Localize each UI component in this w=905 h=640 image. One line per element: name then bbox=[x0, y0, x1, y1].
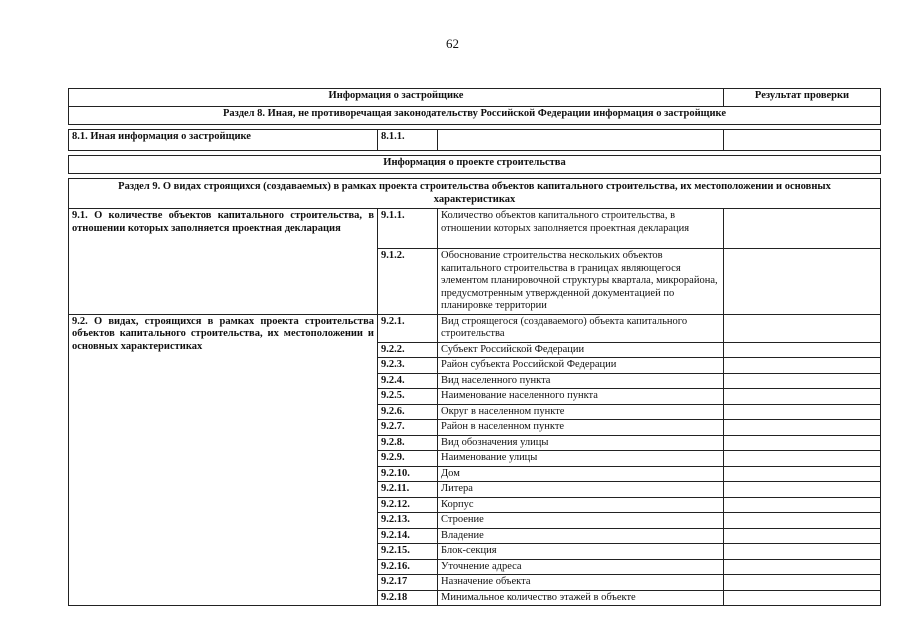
table-header-row bbox=[69, 89, 881, 107]
row-text: Назначение объекта bbox=[438, 575, 724, 591]
section8-row-code: 8.1.1. bbox=[378, 130, 438, 151]
row-code: 9.2.3. bbox=[378, 358, 438, 374]
row-text: Уточнение адреса bbox=[438, 559, 724, 575]
row-text: Литера bbox=[438, 482, 724, 498]
result-cell bbox=[724, 451, 881, 467]
section8-row bbox=[69, 130, 881, 151]
result-cell bbox=[724, 590, 881, 606]
row-code: 9.2.6. bbox=[378, 404, 438, 420]
result-cell bbox=[724, 544, 881, 560]
row-text: Обоснование строительства нескольких объектов капитального строительства в границах являющегося элементом планировочной структуры квартала, микрорайона, предусмотренным утвержденной документацией по планировке территории bbox=[438, 249, 724, 315]
result-cell bbox=[724, 389, 881, 405]
result-cell bbox=[724, 435, 881, 451]
result-cell bbox=[724, 130, 881, 151]
row-text: Минимальное количество этажей в объекте bbox=[438, 590, 724, 606]
result-cell bbox=[724, 575, 881, 591]
row-code: 9.1.2. bbox=[378, 249, 438, 315]
result-cell bbox=[724, 249, 881, 315]
result-cell bbox=[724, 358, 881, 374]
result-cell bbox=[724, 528, 881, 544]
row-code: 9.2.13. bbox=[378, 513, 438, 529]
row-text: Корпус bbox=[438, 497, 724, 513]
result-cell bbox=[724, 404, 881, 420]
result-cell bbox=[724, 482, 881, 498]
result-cell bbox=[724, 559, 881, 575]
row-text: Блок-секция bbox=[438, 544, 724, 560]
section8-row-label: 8.1. Иная информация о застройщике bbox=[69, 130, 378, 151]
row-code: 9.2.4. bbox=[378, 373, 438, 389]
section8-title-row bbox=[69, 107, 881, 125]
row-text: Количество объектов капитального строительства, в отношении которых заполняется проектная декларация bbox=[438, 209, 724, 249]
section9-title: Раздел 9. О видах строящихся (создаваемых) в рамках проекта строительства объектов капитального строительства, их местоположении и основных характеристиках bbox=[69, 179, 881, 209]
row-text: Район в населенном пункте bbox=[438, 420, 724, 436]
row-text: Район субъекта Российской Федерации bbox=[438, 358, 724, 374]
result-cell bbox=[724, 497, 881, 513]
page-number: 62 bbox=[446, 36, 459, 51]
section9-title-row bbox=[69, 179, 881, 209]
row-code: 9.2.10. bbox=[378, 466, 438, 482]
table-row bbox=[69, 314, 881, 342]
result-cell bbox=[724, 314, 881, 342]
row-code: 9.2.15. bbox=[378, 544, 438, 560]
row-code: 9.2.1. bbox=[378, 314, 438, 342]
row-text: Наименование улицы bbox=[438, 451, 724, 467]
row-text: Субъект Российской Федерации bbox=[438, 342, 724, 358]
row-code: 9.2.14. bbox=[378, 528, 438, 544]
header-info-cell: Информация о застройщике bbox=[69, 89, 724, 107]
row-code: 9.2.12. bbox=[378, 497, 438, 513]
group2-label: 9.2. О видах, строящихся в рамках проекта строительства объектов капитального строительства, их местоположении и основных характеристиках bbox=[69, 314, 378, 606]
project-info-row bbox=[69, 156, 881, 174]
row-code: 9.1.1. bbox=[378, 209, 438, 249]
row-text: Владение bbox=[438, 528, 724, 544]
result-cell bbox=[724, 513, 881, 529]
row-text: Дом bbox=[438, 466, 724, 482]
project-info-title: Информация о проекте строительства bbox=[69, 156, 881, 174]
table-row bbox=[69, 209, 881, 249]
result-cell bbox=[724, 373, 881, 389]
row-text: Строение bbox=[438, 513, 724, 529]
row-text: Округ в населенном пункте bbox=[438, 404, 724, 420]
row-text: Наименование населенного пункта bbox=[438, 389, 724, 405]
row-text: Вид строящегося (создаваемого) объекта капитального строительства bbox=[438, 314, 724, 342]
row-code: 9.2.16. bbox=[378, 559, 438, 575]
row-text: Вид обозначения улицы bbox=[438, 435, 724, 451]
row-code: 9.2.7. bbox=[378, 420, 438, 436]
result-cell bbox=[724, 420, 881, 436]
result-cell bbox=[724, 342, 881, 358]
row-code: 9.2.18 bbox=[378, 590, 438, 606]
row-text: Вид населенного пункта bbox=[438, 373, 724, 389]
group1-label: 9.1. О количестве объектов капитального строительства, в отношении которых заполняется проектная декларация bbox=[69, 209, 378, 315]
row-code: 9.2.5. bbox=[378, 389, 438, 405]
row-code: 9.2.17 bbox=[378, 575, 438, 591]
result-cell bbox=[724, 466, 881, 482]
row-code: 9.2.8. bbox=[378, 435, 438, 451]
row-code: 9.2.11. bbox=[378, 482, 438, 498]
section8-title: Раздел 8. Иная, не противоречащая законодательству Российской Федерации информация о застройщике bbox=[69, 107, 881, 125]
header-result-cell: Результат проверки bbox=[724, 89, 881, 107]
declaration-table bbox=[68, 88, 880, 606]
row-code: 9.2.2. bbox=[378, 342, 438, 358]
row-code: 9.2.9. bbox=[378, 451, 438, 467]
result-cell bbox=[724, 209, 881, 249]
